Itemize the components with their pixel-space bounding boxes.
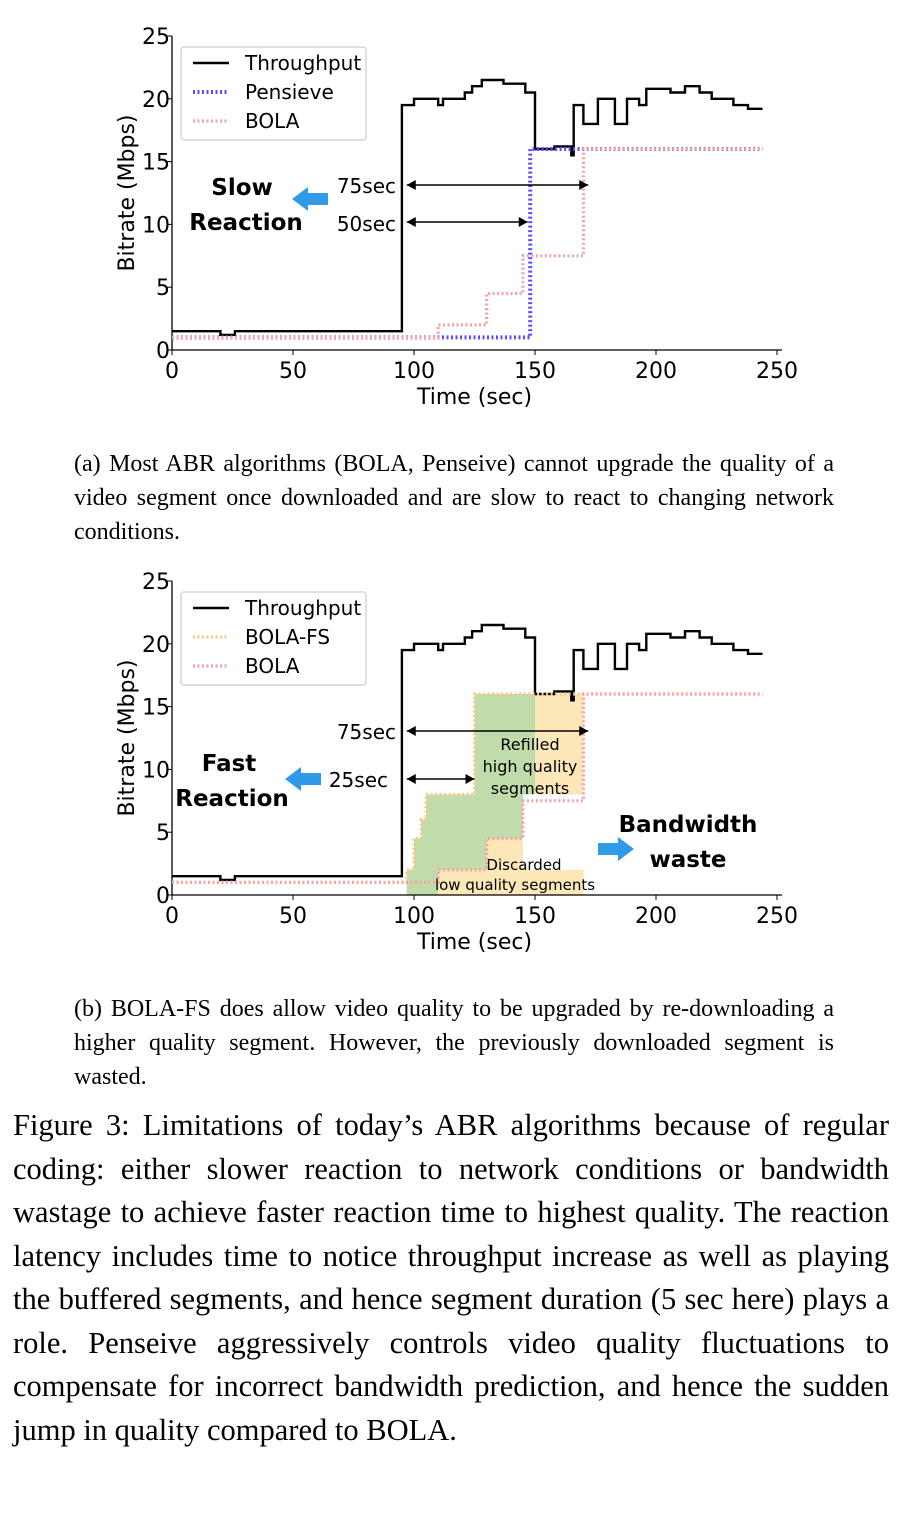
chart-b-svg xyxy=(0,545,904,965)
a-span-75sec xyxy=(407,180,589,190)
a-legend-label: BOLA xyxy=(245,109,300,133)
a-x-tick-label: 50 xyxy=(279,359,307,384)
a-y-axis-label: Bitrate (Mbps) xyxy=(115,114,140,272)
b-y-tick-label: 5 xyxy=(156,821,170,847)
a-left-arrow-icon xyxy=(292,187,328,211)
b-x-axis-label: Time (sec) xyxy=(416,930,533,955)
a-legend-label: Pensieve xyxy=(245,80,334,104)
a-span-50sec xyxy=(407,217,528,227)
a-x-tick-label: 250 xyxy=(756,359,798,384)
b-y-tick-label: 15 xyxy=(142,695,170,721)
b-span2-label: 25sec xyxy=(328,768,388,792)
b-reaction-label-1: Fast xyxy=(201,751,257,777)
chart-a-svg xyxy=(0,0,904,420)
b-refilled-label: high quality xyxy=(482,757,578,776)
b-refilled-label: segments xyxy=(490,779,570,798)
a-span-50sec-head-left xyxy=(407,217,416,227)
b-x-tick-label: 100 xyxy=(393,904,435,929)
b-y-tick-label: 25 xyxy=(142,570,170,595)
a-y-tick-label: 5 xyxy=(156,276,170,302)
chart-a xyxy=(0,0,904,410)
b-refilled-block xyxy=(421,820,523,839)
a-x-tick-label: 150 xyxy=(514,359,556,384)
b-left-arrow-icon xyxy=(285,767,321,791)
b-x-tick-label: 50 xyxy=(279,904,307,929)
b-refilled-block xyxy=(426,795,523,820)
b-refilled-label: Refilled xyxy=(500,735,560,754)
a-y-tick-label: 20 xyxy=(142,87,170,113)
a-y-tick-label: 10 xyxy=(142,213,170,239)
a-legend-label: Throughput xyxy=(245,51,362,75)
a-reaction-label-1: Slow xyxy=(211,175,273,201)
b-x-tick-label: 0 xyxy=(165,904,179,929)
a-x-tick-label: 100 xyxy=(393,359,435,384)
b-span1-label: 75sec xyxy=(336,720,396,744)
a-y-tick-label: 0 xyxy=(156,339,170,364)
b-y-axis-label: Bitrate (Mbps) xyxy=(115,659,140,817)
b-x-tick-label: 150 xyxy=(514,904,556,929)
a-reaction-label-2: Reaction xyxy=(189,210,303,236)
b-x-tick-label: 200 xyxy=(635,904,677,929)
a-x-tick-label: 0 xyxy=(165,359,179,384)
chart-b xyxy=(0,545,904,955)
b-refilled-block xyxy=(414,838,487,869)
caption-b: (b) BOLA-FS does allow video quality to be upgraded by re-downloading a higher quality segment. However, the previously downloaded segment is wasted. xyxy=(74,996,834,1090)
b-legend xyxy=(181,592,366,685)
a-y-tick-label: 15 xyxy=(142,150,170,176)
b-y-tick-label: 20 xyxy=(142,632,170,658)
a-span-75sec-head-left xyxy=(407,180,416,190)
a-span2-label: 50sec xyxy=(336,212,396,236)
b-x-tick-label: 250 xyxy=(756,904,798,929)
a-x-tick-label: 200 xyxy=(635,359,677,384)
b-legend-label: BOLA-FS xyxy=(245,625,331,649)
b-y-tick-label: 0 xyxy=(156,884,170,909)
a-y-tick-label: 25 xyxy=(142,25,170,50)
b-reaction-label-2: Reaction xyxy=(175,786,289,812)
b-span-75sec-head-left xyxy=(407,726,416,736)
a-span-50sec-head-right xyxy=(519,217,528,227)
b-discarded-label: low quality segments xyxy=(434,876,596,894)
b-waste-label: Bandwidth xyxy=(618,812,758,838)
b-discarded-label: Discarded xyxy=(486,856,562,874)
b-span-25sec-head-left xyxy=(407,774,416,784)
b-right-arrow-icon xyxy=(598,837,634,861)
figure-caption: Figure 3: Limitations of today’s ABR algorithms because of regular coding: either slower reaction to network conditions or bandwidth wastage to achieve faster reaction time to highest quality. The reaction latency includes time to notice throughput increase as well as playing the buffered segments, and hence segment duration (5 sec here) plays a role. Penseive aggressively controls video quality fluctuations to compensate for incorrect bandwidth prediction, and hence the sudden jump in quality compared to BOLA. xyxy=(13,1108,889,1447)
a-span1-label: 75sec xyxy=(336,174,396,198)
a-legend xyxy=(181,47,366,140)
b-legend-label: Throughput xyxy=(245,596,362,620)
b-waste-label: waste xyxy=(649,847,727,873)
b-legend-label: BOLA xyxy=(245,654,300,678)
b-y-tick-label: 10 xyxy=(142,758,170,784)
a-x-axis-label: Time (sec) xyxy=(416,385,533,410)
caption-a: (a) Most ABR algorithms (BOLA, Penseive) cannot upgrade the quality of a video segment once downloaded and are slow to react to changing network conditions. xyxy=(74,451,834,545)
b-span-25sec xyxy=(407,774,475,784)
